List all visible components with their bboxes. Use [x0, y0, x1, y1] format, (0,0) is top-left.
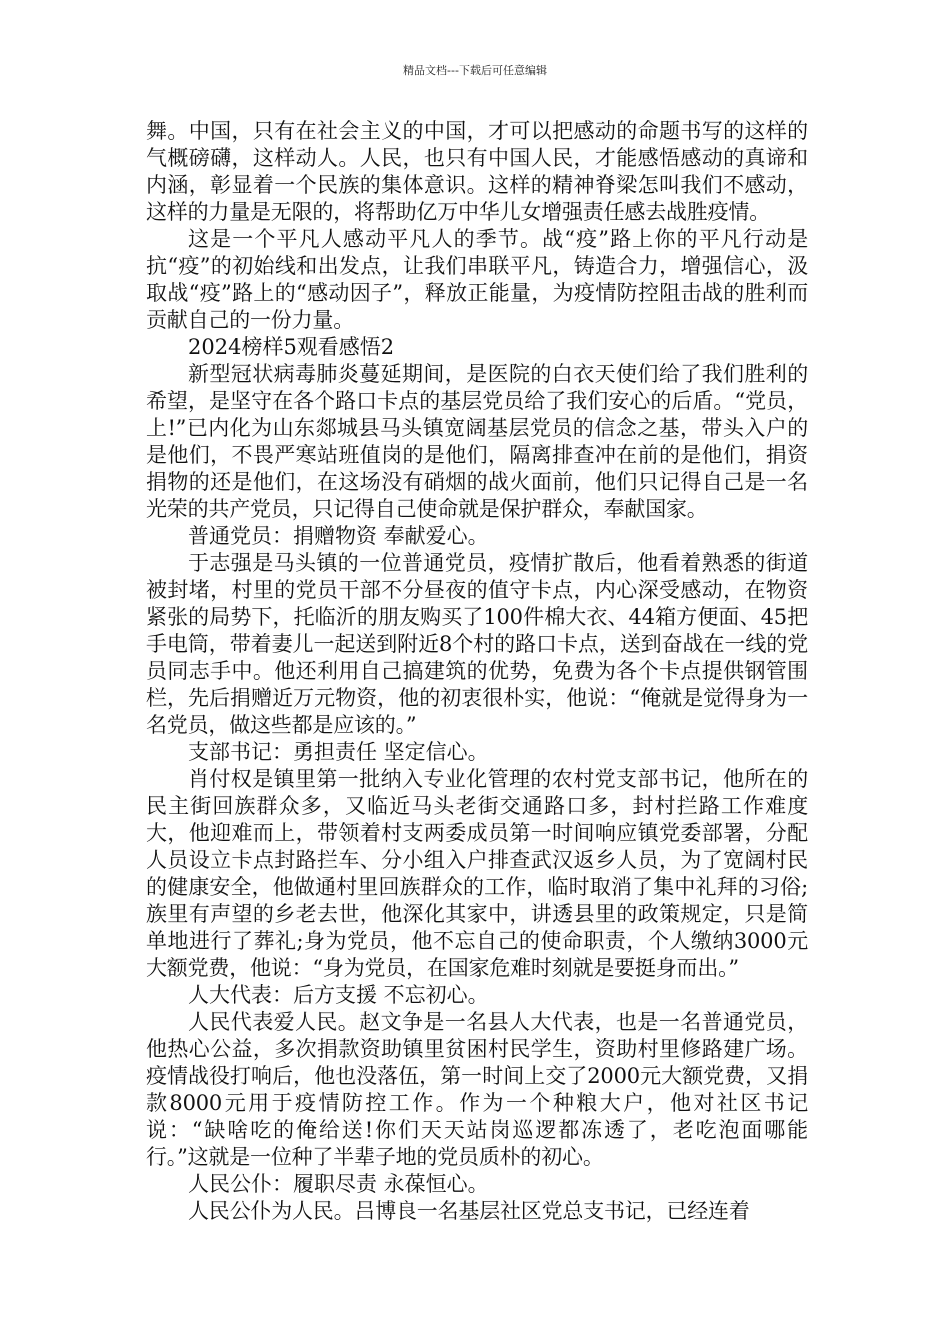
paragraph-ordinary-people: 这是一个平凡人感动平凡人的季节。战“疫”路上你的平凡行动是抗“疫”的初始线和出发点，让我们串联平凡，铸造合力，增强信心，汲取战“疫”路上的“感动因子”，释放正能量，为疫情防控阻击战的胜利而贡献自己的一份力量。 — [146, 227, 808, 332]
section-title-reflection-2: 2024榜样5观看感悟2 — [188, 335, 395, 359]
paragraph-zhao-wenzheng: 人民代表爱人民。赵文争是一名县人大代表，也是一名普通党员，他热心公益，多次捐款资助镇里贫困村民学生，资助村里修路建广场。疫情战役打响后，他也没落伍，第一时间上交了2000元大额党费，又捐款8000元用于疫情防控工作。作为一个种粮大户，他对社区书记说：“缺啥吃的俺给送!你们天天站岗巡逻都冻透了，老吃泡面哪能行。”这就是一位种了半辈子地的党员质朴的初心。 — [146, 1010, 808, 1169]
subheading-npc-deputy: 人大代表：后方支援 不忘初心。 — [188, 983, 489, 1007]
paragraph-lv-boliang: 人民公仆为人民。吕博良一名基层社区党总支书记，已经连着 — [188, 1199, 750, 1223]
subheading-ordinary-member: 普通党员：捐赠物资 奉献爱心。 — [188, 524, 489, 548]
paragraph-yu-zhiqiang: 于志强是马头镇的一位普通党员，疫情扩散后，他看着熟悉的街道被封堵，村里的党员干部不分昼夜的值守卡点，内心深受感动，在物资紧张的局势下，托临沂的朋友购买了100件棉大衣、44箱方便面、45把手电筒，带着妻儿一起送到附近8个村的路口卡点，送到奋战在一线的党员同志手中。他还利用自己搞建筑的优势，免费为各个卡点提供钢管围栏，先后捐赠近万元物资，他的初衷很朴实，他说：“俺就是觉得身为一名党员，做这些都是应该的。” — [146, 551, 808, 737]
paragraph-continuation: 舞。中国，只有在社会主义的中国，才可以把感动的命题书写的这样的气概磅礴，这样动人。人民，也只有中国人民，才能感悟感动的真谛和内涵，彰显着一个民族的集体意识。这样的精神脊梁怎叫我们不感动，这样的力量是无限的，将帮助亿万中华儿女增强责任感去战胜疫情。 — [146, 119, 808, 224]
paragraph-intro: 新型冠状病毒肺炎蔓延期间，是医院的白衣天使们给了我们胜利的希望，是坚守在各个路口卡点的基层党员给了我们安心的后盾。“党员，上!”已内化为山东郯城县马头镇宽阔基层党员的信念之基，带头入户的是他们，不畏严寒站班值岗的是他们，隔离排查冲在前的是他们，捐资捐物的还是他们，在这场没有硝烟的战火面前，他们只记得自己是一名光荣的共产党员，只记得自己使命就是保护群众，奉献国家。 — [146, 362, 808, 521]
paragraph-xiao-fuquan: 肖付权是镇里第一批纳入专业化管理的农村党支部书记，他所在的民主街回族群众多，又临近马头老街交通路口多，封村拦路工作难度大，他迎难而上，带领着村支两委成员第一时间响应镇党委部署，分配人员设立卡点封路拦车、分小组入户排查武汉返乡人员，为了宽阔村民的健康安全，他做通村里回族群众的工作，临时取消了集中礼拜的习俗;族里有声望的乡老去世，他深化其家中，讲透县里的政策规定，只是简单地进行了葬礼;身为党员，他不忘自己的使命职责，个人缴纳3000元大额党费，他说：“身为党员，在国家危难时刻就是要挺身而出。” — [146, 767, 808, 980]
document-body — [146, 118, 808, 1225]
subheading-public-servant: 人民公仆：履职尽责 永葆恒心。 — [188, 1172, 489, 1196]
subheading-branch-secretary: 支部书记：勇担责任 坚定信心。 — [188, 740, 489, 764]
page-header: 精品文档---下载后可任意编辑 — [403, 64, 547, 77]
